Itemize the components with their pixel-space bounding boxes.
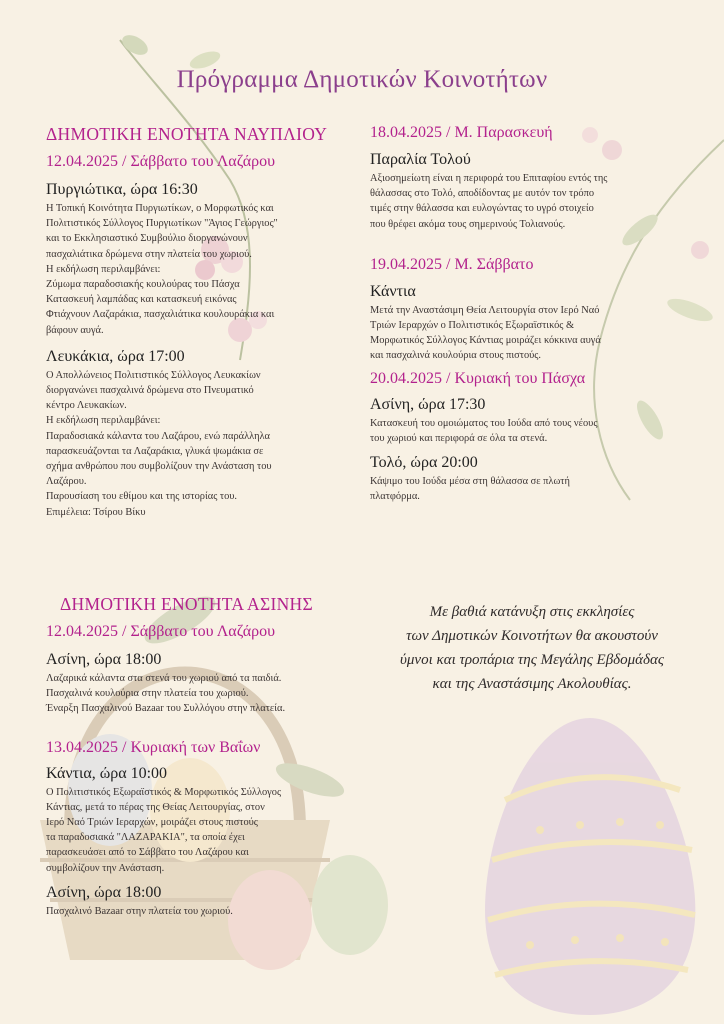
text-line: Κάψιμο του Ιούδα μέσα στη θάλασσα σε πλωτή — [370, 476, 570, 488]
event-place: Τολό, ώρα 20:00 — [370, 454, 478, 472]
text-line: Πασχαλινό Bazaar στην πλατεία του χωριού. — [46, 905, 233, 917]
event-place: Παραλία Τολού — [370, 151, 471, 168]
text-line: τα παραδοσιακά "ΛΑΖΑΡΑΚΙΑ", τα οποία έχει — [46, 832, 245, 844]
date-asini-2: 13.04.2025 / Κυριακή των Βαΐων — [46, 738, 261, 756]
date-easter-sunday: 20.04.2025 / Κυριακή του Πάσχα — [370, 369, 586, 387]
section-title-nafplio: ΔΗΜΟΤΙΚΗ ΕΝΟΤΗΤΑ ΝΑΥΠΛΙΟΥ — [46, 124, 328, 144]
text-line: Κατασκευή του ομοιώματος του Ιούδα από τους νέους — [370, 417, 598, 429]
event-place: Πυργιώτικα, ώρα 16:30 — [46, 181, 198, 198]
date-holy-saturday: 19.04.2025 / Μ. Σάββατο — [370, 255, 534, 273]
text-line: και πασχαλινά κουλούρια στους πιστούς. — [370, 350, 541, 362]
text-line: θάλασσας στο Τολό, αποδίδοντας με αυτόν τον τρόπο — [370, 188, 595, 200]
text-line: τιμές στην θάλασσα και ευλογώντας το υγρό στοιχείο — [370, 203, 594, 215]
section-asini — [46, 594, 364, 919]
text-line: παρασκευάζονται τα Λαζαράκια, γλυκά ψωμάκια σε — [46, 445, 264, 457]
section-nafplio — [46, 124, 364, 520]
event-description — [46, 368, 364, 520]
text-line: Μορφωτικός Σύλλογος Κάντιας μοιράζει κόκκινα αυγά — [370, 335, 601, 347]
text-line: Ο Απολλώνειος Πολιτιστικός Σύλλογος Λευκακίων — [46, 369, 261, 381]
text-line: σχήμα ανθρώπου που συμβολίζουν την Ανάσταση του — [46, 461, 272, 473]
event-description — [46, 904, 364, 919]
date-good-friday: 18.04.2025 / Μ. Παρασκευή — [370, 124, 553, 141]
text-line: Φτιάχνουν Λαζαράκια, πασχαλιάτικα κουλουράκια και — [46, 309, 275, 321]
text-line: Κάντιας, μετά το πέρας της Θείας Λειτουργίας, στον — [46, 801, 265, 813]
text-line: Έναρξη Πασχαλινού Bazaar του Συλλόγου στην πλατεία. — [46, 703, 286, 715]
event-description — [370, 416, 690, 446]
text-line: Κατασκευή λαμπάδας και κατασκευή εικόνας — [46, 294, 237, 306]
event-place: Κάντια, ώρα 10:00 — [46, 764, 168, 782]
text-line: Ιερό Ναό Τριών Ιεραρχών, μοιράζει στους πιστούς — [46, 817, 258, 829]
text-line: παρασκευάσει από το Σάββατο του Λαζάρου και — [46, 847, 249, 859]
text-line: Ζύμωμα παραδοσιακής κουλούρας του Πάσχα — [46, 279, 240, 291]
text-line: πλατφόρμα. — [370, 491, 420, 503]
event-description — [370, 474, 690, 504]
text-line: που θρέφει ακόμα τους σημερινούς Τολιανούς. — [370, 218, 566, 230]
block-good-friday — [370, 124, 690, 232]
quote-line: και της Αναστάσιμης Ακολουθίας. — [432, 676, 632, 692]
text-line: Η εκδήλωση περιλαμβάνει: — [46, 415, 161, 427]
date-nafplio: 12.04.2025 / Σάββατο του Λαζάρου — [46, 153, 276, 170]
text-line: Η Τοπική Κοινότητα Πυργιωτίκων, ο Μορφωτικός και — [46, 203, 274, 214]
text-line: Επιμέλεια: Τσίρου Βίκυ — [46, 506, 146, 518]
text-line: πασχαλιάτικα δρώμενα στην πλατεία του χωριού. — [46, 248, 252, 260]
text-line: συμβολίζουν την Ανάσταση. — [46, 862, 165, 874]
event-description — [46, 201, 364, 338]
date-asini-1: 12.04.2025 / Σάββατο του Λαζάρου — [46, 623, 276, 640]
right-column — [370, 124, 690, 504]
block-easter-sunday — [370, 370, 690, 505]
quote-line: των Δημοτικών Κοινοτήτων θα ακουστούν — [406, 628, 658, 644]
event-description — [370, 303, 690, 364]
block-holy-saturday — [370, 256, 690, 364]
text-line: του χωριού και περιφορά σε όλα τα στενά. — [370, 432, 548, 444]
text-line: Τριών Ιεραρχών ο Πολιτιστικός Εξωραϊστικός & — [370, 320, 575, 332]
event-place: Ασίνη, ώρα 17:30 — [370, 395, 486, 413]
text-line: Παραδοσιακά κάλαντα του Λαζάρου, ενώ παράλληλα — [46, 430, 271, 442]
quote-line: ύμνοι και τροπάρια της Μεγάλης Εβδομάδας — [400, 652, 664, 668]
event-place: Λευκάκια, ώρα 17:00 — [46, 347, 185, 365]
text-line: κέντρο Λευκακίων. — [46, 400, 127, 412]
text-line: Πολιτιστικός Σύλλογος Πυργιωτίκων "Άγιος Γεώργιος" — [46, 218, 278, 230]
event-place: Κάντια — [370, 282, 416, 300]
text-line: Ο Πολιτιστικός Εξωραϊστικός & Μορφωτικός Σύλλογος — [46, 786, 282, 798]
event-description — [46, 785, 364, 876]
text-line: διοργανώνει πασχαλινά δρώμενα στο Πνευματικό — [46, 385, 254, 397]
text-line: Πασχαλινά κουλούρια στην πλατεία του χωριού. — [46, 688, 249, 700]
closing-quote — [372, 600, 692, 696]
event-place: Ασίνη, ώρα 18:00 — [46, 651, 162, 668]
text-line: βάφουν αυγά. — [46, 324, 104, 336]
decorated-egg — [485, 718, 695, 1015]
text-line: Λαζαρικά κάλαντα στα στενά του χωριού από τα παιδιά. — [46, 673, 282, 684]
text-line: Λαζάρου. — [46, 476, 87, 488]
text-line: και το Εκκλησιαστικό Συμβούλιο διοργανώνουν — [46, 233, 248, 245]
quote-line: Με βαθιά κατάνυξη στις εκκλησίες — [429, 604, 635, 620]
text-line: Η εκδήλωση περιλαμβάνει: — [46, 263, 161, 275]
page-title: Πρόγραμμα Δημοτικών Κοινοτήτων — [176, 66, 548, 93]
event-description — [370, 171, 690, 232]
text-line: Μετά την Αναστάσιμη Θεία Λειτουργία στον Ιερό Ναό — [370, 304, 600, 316]
text-line: Αξιοσημείωτη είναι η περιφορά του Επιταφίου εντός της — [370, 173, 608, 184]
event-place: Ασίνη, ώρα 18:00 — [46, 883, 162, 901]
text-line: Παρουσίαση του εθίμου και της ιστορίας του. — [46, 491, 238, 503]
event-description — [46, 671, 364, 717]
section-title-asini: ΔΗΜΟΤΙΚΗ ΕΝΟΤΗΤΑ ΑΣΙΝΗΣ — [60, 594, 313, 614]
